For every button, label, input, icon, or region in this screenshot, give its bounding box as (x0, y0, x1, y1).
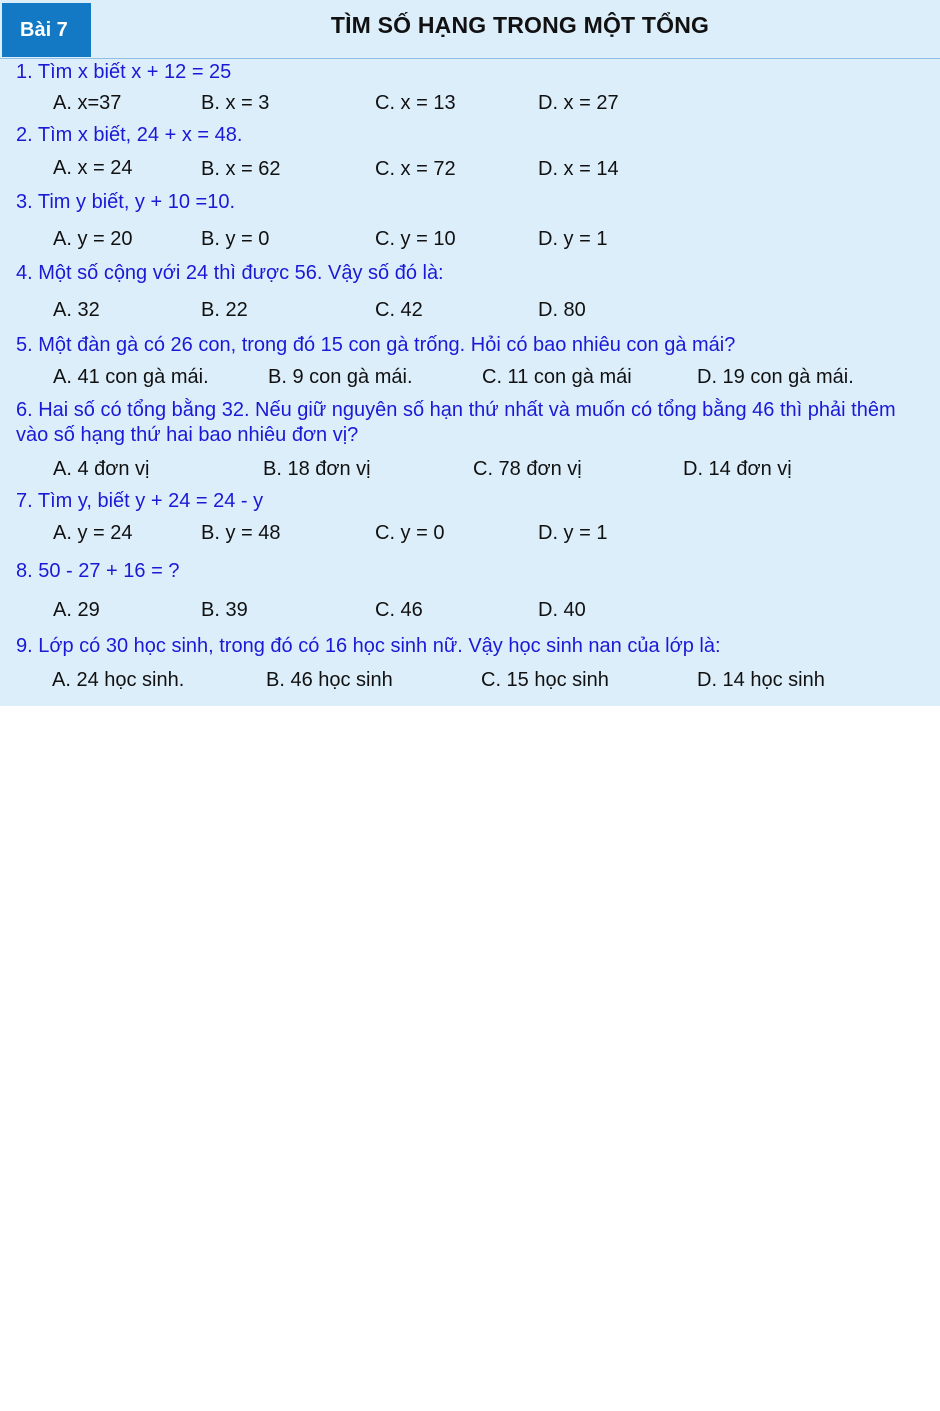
question-3-option-a: A. y = 20 (53, 228, 133, 250)
question-8-option-c: C. 46 (375, 599, 423, 621)
question-7-option-a: A. y = 24 (53, 522, 133, 544)
question-9-option-b: B. 46 học sinh (266, 669, 393, 691)
question-5-option-d: D. 19 con gà mái. (697, 366, 854, 388)
question-6-option-b: B. 18 đơn vị (263, 458, 371, 480)
question-6-option-a: A. 4 đơn vị (53, 458, 150, 480)
question-1-option-c: C. x = 13 (375, 92, 456, 114)
question-1-option-d: D. x = 27 (538, 92, 619, 114)
question-4-text: 4. Một số cộng với 24 thì được 56. Vậy số đó là: (16, 262, 444, 284)
question-9-option-c: C. 15 học sinh (481, 669, 609, 691)
question-2-option-c: C. x = 72 (375, 158, 456, 180)
question-3-option-c: C. y = 10 (375, 228, 456, 250)
question-5-option-c: C. 11 con gà mái (482, 366, 632, 388)
worksheet-header (0, 0, 940, 59)
question-7-option-c: C. y = 0 (375, 522, 445, 544)
lesson-badge: Bài 7 (2, 3, 91, 57)
question-4-option-c: C. 42 (375, 299, 423, 321)
question-3-option-d: D. y = 1 (538, 228, 608, 250)
question-5-option-b: B. 9 con gà mái. (268, 366, 413, 388)
question-9-text: 9. Lớp có 30 học sinh, trong đó có 16 học sinh nữ. Vậy học sinh nan của lớp là: (16, 635, 721, 657)
question-5-option-a: A. 41 con gà mái. (53, 366, 209, 388)
question-7-option-d: D. y = 1 (538, 522, 608, 544)
question-2-text: 2. Tìm x biết, 24 + x = 48. (16, 124, 243, 146)
question-9-option-d: D. 14 học sinh (697, 669, 825, 691)
question-8-option-b: B. 39 (201, 599, 248, 621)
question-3-option-b: B. y = 0 (201, 228, 270, 250)
question-8-option-d: D. 40 (538, 599, 586, 621)
question-6-option-d: D. 14 đơn vị (683, 458, 792, 480)
question-4-option-d: D. 80 (538, 299, 586, 321)
question-8-text: 8. 50 - 27 + 16 = ? (16, 560, 180, 582)
question-2-option-a: A. x = 24 (53, 157, 133, 179)
worksheet-title: TÌM SỐ HẠNG TRONG MỘT TỔNG (330, 12, 710, 38)
question-4-option-a: A. 32 (53, 299, 100, 321)
question-7-text: 7. Tìm y, biết y + 24 = 24 - y (16, 490, 264, 512)
question-4-option-b: B. 22 (201, 299, 248, 321)
question-1-option-b: B. x = 3 (201, 92, 270, 114)
question-5-text: 5. Một đàn gà có 26 con, trong đó 15 con gà trống. Hỏi có bao nhiêu con gà mái? (16, 334, 736, 356)
question-6-text: 6. Hai số có tổng bằng 32. Nếu giữ nguyên số hạn thứ nhất và muốn có tổng bằng 46 thì phải thêm vào số hạng thứ hai bao nhiêu đơn vị? (16, 399, 896, 446)
question-3-text: 3. Tim y biết, y + 10 =10. (16, 191, 236, 213)
question-8-option-a: A. 29 (53, 599, 100, 621)
question-9-option-a: A. 24 học sinh. (52, 669, 185, 691)
question-2-option-d: D. x = 14 (538, 158, 619, 180)
question-7-option-b: B. y = 48 (201, 522, 281, 544)
question-2-option-b: B. x = 62 (201, 158, 281, 180)
question-1-option-a: A. x=37 (53, 92, 122, 114)
question-1-text: 1. Tìm x biết x + 12 = 25 (16, 61, 232, 83)
question-6-option-c: C. 78 đơn vị (473, 458, 582, 480)
